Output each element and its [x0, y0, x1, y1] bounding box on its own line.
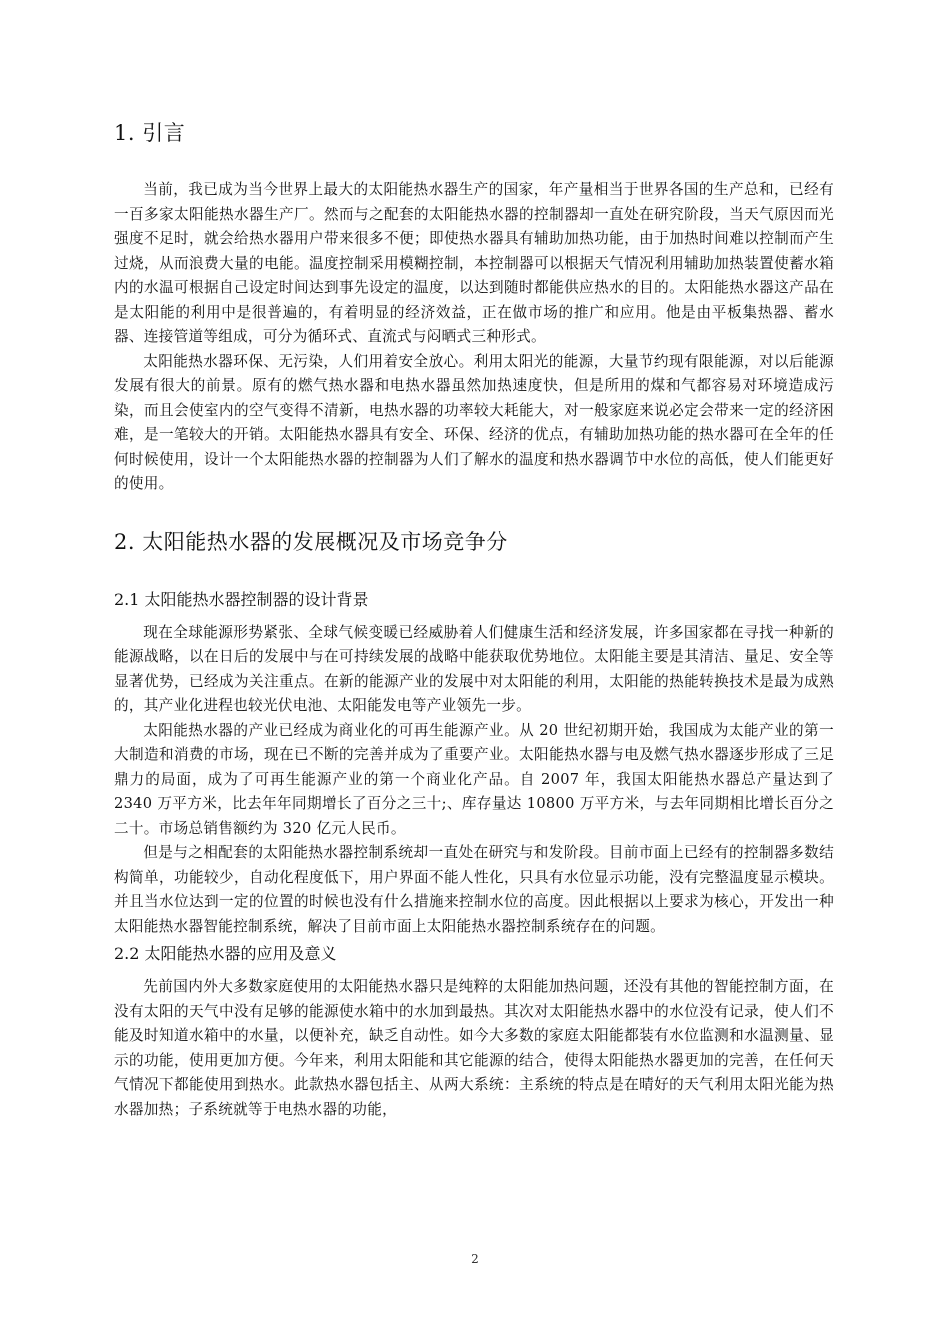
paragraph: 太阳能热水器的产业已经成为商业化的可再生能源产业。从 20 世纪初期开始，我国成为太能产业的第一大制造和消费的市场，现在已不断的完善并成为了重要产业。太阳能热水器与电及燃气热水器逐步形成了三足鼎力的局面，成为了可再生能源产业的第一个商业化产品。自 2007 年，我国太阳能热水器总产量达到了 2340 万平方米，比去年年同期增长了百分之三十;、库存量达 10800 万平方米，与去年同期相比增长百分之二十。市场总销售额约为 320 亿元人民币。: [114, 721, 834, 837]
section-heading-introduction: 1. 引言: [114, 121, 186, 145]
page-content: [114, 118, 834, 1122]
subsection-heading-application: 2.2 太阳能热水器的应用及意义: [114, 944, 337, 963]
paragraph: 太阳能热水器环保、无污染，人们用着安全放心。利用太阳光的能源，大量节约现有限能源，对以后能源发展有很大的前景。原有的燃气热水器和电热水器虽然加热速度快，但是所用的煤和气都容易对环境造成污染，而且会使室内的空气变得不清新，电热水器的功率较大耗能大，对一般家庭来说必定会带来一定的经济困难，是一笔较大的开销。太阳能热水器具有安全、环保、经济的优点，有辅助加热功能的热水器可在全年的任何时候使用，设计一个太阳能热水器的控制器为人们了解水的温度和热水器调节中水位的高低，使人们能更好的使用。: [114, 352, 834, 492]
paragraph: 现在全球能源形势紧张、全球气候变暖已经威胁着人们健康生活和经济发展，许多国家都在寻找一种新的能源战略，以在日后的发展中与在可持续发展的战略中能获取优势地位。太阳能主要是其清洁、量足、安全等显著优势，已经成为关注重点。在新的能源产业的发展中对太阳能的利用，太阳能的热能转换技术是最为成熟的，其产业化进程也较光伏电池、太阳能发电等产业领先一步。: [114, 623, 834, 714]
paragraph: 先前国内外大多数家庭使用的太阳能热水器只是纯粹的太阳能加热问题，还没有其他的智能控制方面，在没有太阳的天气中没有足够的能源使水箱中的水加到最热。其次对太阳能热水器中的水位没有记录，使人们不能及时知道水箱中的水量，以便补充，缺乏自动性。如今大多数的家庭太阳能都装有水位监测和水温测量、显示的功能，使用更加方便。今年来，利用太阳能和其它能源的结合，使得太阳能热水器更加的完善，在任何天气情况下都能使用到热水。此款热水器包括主、从两大系统：主系统的特点是在晴好的天气利用太阳光能为热水器加热；子系统就等于电热水器的功能，: [114, 978, 834, 1118]
paragraph: 但是与之相配套的太阳能热水器控制系统却一直处在研究与和发阶段。目前市面上已经有的控制器多数结构简单，功能较少，自动化程度低下，用户界面不能人性化，只具有水位显示功能，没有完整温度显示模块。并且当水位达到一定的位置的时候也没有什么措施来控制水位的高度。因此根据以上要求为核心，开发出一种太阳能热水器智能控制系统，解决了目前市面上太阳能热水器控制系统存在的问题。: [114, 844, 834, 935]
subsection-heading-design-background: 2.1 太阳能热水器控制器的设计背景: [114, 589, 369, 609]
page-number: 2: [471, 1252, 479, 1266]
section-heading-market: 2. 太阳能热水器的发展概况及市场竞争分: [114, 529, 508, 554]
paragraph: 当前，我已成为当今世界上最大的太阳能热水器生产的国家，年产量相当于世界各国的生产总和，已经有一百多家太阳能热水器生产厂。然而与之配套的太阳能热水器的控制器却一直处在研究阶段，当天气原因而光强度不足时，就会给热水器用户带来很多不便；即使热水器具有辅助加热功能，由于加热时间难以控制而产生过烧，从而浪费大量的电能。温度控制采用模糊控制，本控制器可以根据天气情况利用辅助加热装置使蓄水箱内的水温可根据自己设定时间达到事先设定的温度，以达到随时都能供应热水的目的。太阳能热水器这产品在是太阳能的利用中是很普遍的，有着明显的经济效益，正在做市场的推广和应用。他是由平板集热器、蓄水器、连接管道等组成，可分为循环式、直流式与闷晒式三种形式。: [114, 181, 834, 345]
